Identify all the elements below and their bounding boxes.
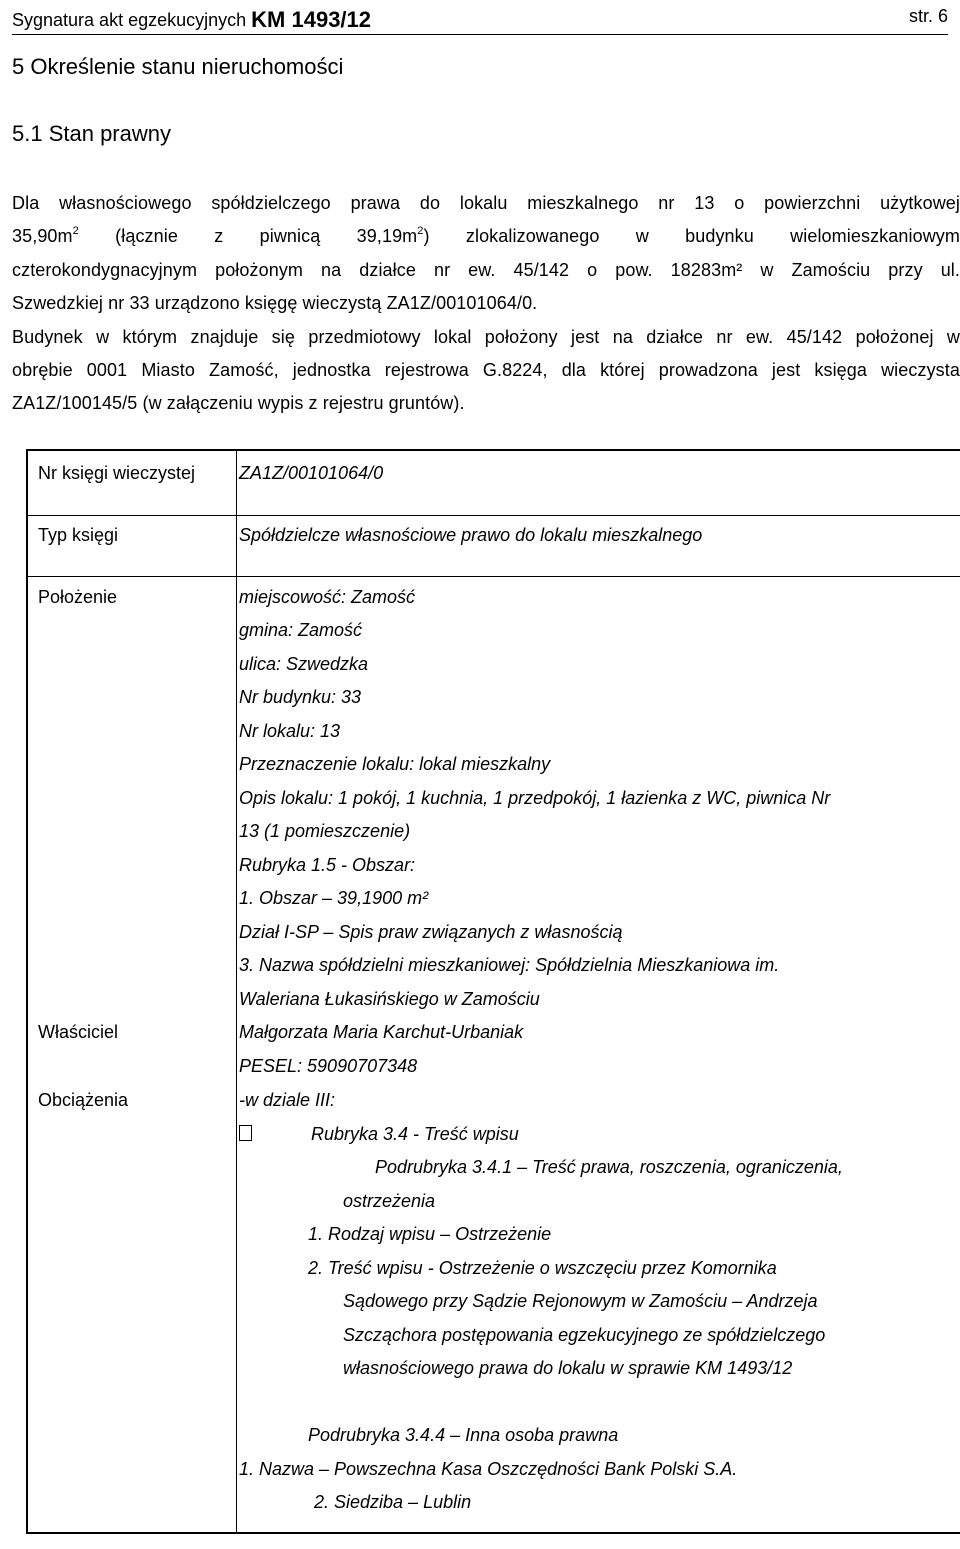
entry-type: 1. Rodzaj wpisu – Ostrzeżenie [308,1224,552,1244]
location-text: ) zlokalizowanego w budynku wielomieszkaniowym [423,226,960,247]
bullet-box-icon [239,1125,252,1141]
case-signature [12,6,371,32]
podrubryka-heading-2: Podrubryka 3.4.4 – Inna osoba prawna [308,1425,619,1445]
area-basement-text: (łącznie z piwnicą 39,19m [78,226,418,247]
polozenie-label: Położenie [38,587,118,607]
nr-value: ZA1Z/00101064/0 [239,463,384,483]
entry-content-line: Sądowego przy Sądzie Rejonowym w Zamościu – Andrzeja [343,1291,818,1311]
row-divider [28,576,960,577]
signature-value: KM 1493/12 [251,7,372,32]
area-basement-superscript: 2 [417,225,424,238]
signature-label: Sygnatura akt egzekucyjnych [12,10,247,30]
section-title: 5 Określenie stanu nieruchomości [12,54,344,79]
paragraph-line-4: Szwedzkiej nr 33 urządzono księgę wieczystą ZA1Z/00101064/0. [12,293,538,314]
polozenie-line: 1. Obszar – 39,1900 m² [239,888,429,908]
polozenie-line: ulica: Szwedzka [239,654,369,674]
polozenie-line: Dział I-SP – Spis praw związanych z własnością [239,922,623,942]
polozenie-line: miejscowość: Zamość [239,587,416,607]
owner-name: Małgorzata Maria Karchut-Urbaniak [239,1022,524,1042]
area-value: 35,90m [12,226,73,247]
polozenie-line: 13 (1 pomieszczenie) [239,821,411,841]
dzial-heading: -w dziale III: [239,1090,336,1110]
paragraph-line-7: ZA1Z/100145/5 (w załączeniu wypis z rejestru gruntów). [12,393,465,414]
polozenie-line: Nr lokalu: 13 [239,721,341,741]
typ-value: Spółdzielcze własnościowe prawo do lokalu mieszkalnego [239,525,703,545]
podrubryka-heading: Podrubryka 3.4.1 – Treść prawa, roszczenia, ograniczenia, [375,1157,843,1177]
polozenie-line: Nr budynku: 33 [239,687,362,707]
paragraph-line-1: Dla własnościowego spółdzielczego prawa do lokalu mieszkalnego nr 13 o powierzchni użytkowej [12,193,960,213]
polozenie-line: Opis lokalu: 1 pokój, 1 kuchnia, 1 przedpokój, 1 łazienka z WC, piwnica Nr [239,788,831,808]
area-superscript: 2 [72,225,79,238]
paragraph-line-5: Budynek w którym znajduje się przedmiotowy lokal położony jest na działce nr ew. 45/142 położonej w [12,326,960,347]
nr-label: Nr księgi wieczystej [38,463,196,483]
polozenie-line: Waleriana Łukasińskiego w Zamościu [239,989,540,1009]
paragraph-line-3: czterokondygnacyjnym położonym na działce nr ew. 45/142 o pow. 18283m² w Zamościu przy ul. [12,259,960,280]
obciazenia-label: Obciążenia [38,1090,129,1110]
entry-content-line: Szcząchora postępowania egzekucyjnego ze spółdzielczego [343,1325,826,1345]
page-header [12,4,948,32]
polozenie-line: Rubryka 1.5 - Obszar: [239,855,416,875]
page-number: str. 6 [908,6,948,26]
legal-status-paragraph [12,187,960,421]
header-rule [12,34,948,35]
polozenie-line: gmina: Zamość [239,620,363,640]
subsection-title: 5.1 Stan prawny [12,121,171,146]
column-divider [236,451,237,1532]
entity-name: 1. Nazwa – Powszechna Kasa Oszczędności Bank Polski S.A. [239,1459,738,1479]
owner-pesel: PESEL: 59090707348 [239,1056,418,1076]
land-registry-table [26,449,960,1534]
typ-label: Typ księgi [38,525,119,545]
entry-content: 2. Treść wpisu - Ostrzeżenie o wszczęciu przez Komornika [308,1258,777,1278]
entity-seat: 2. Siedziba – Lublin [314,1492,472,1512]
podrubryka-heading-cont: ostrzeżenia [343,1191,436,1211]
paragraph-line-6: obrębie 0001 Miasto Zamość, jednostka rejestrowa G.8224, dla której prowadzona jest księga wieczysta [12,360,960,381]
paragraph-line-2 [12,220,960,253]
wlasciciel-label: Właściciel [38,1022,119,1042]
entry-content-line: własnościowego prawa do lokalu w sprawie KM 1493/12 [343,1358,793,1378]
polozenie-line: Przeznaczenie lokalu: lokal mieszkalny [239,754,551,774]
polozenie-line: 3. Nazwa spółdzielni mieszkaniowej: Spółdzielnia Mieszkaniowa im. [239,955,780,975]
rubryka-heading: Rubryka 3.4 - Treść wpisu [311,1124,519,1144]
row-divider [28,515,960,516]
